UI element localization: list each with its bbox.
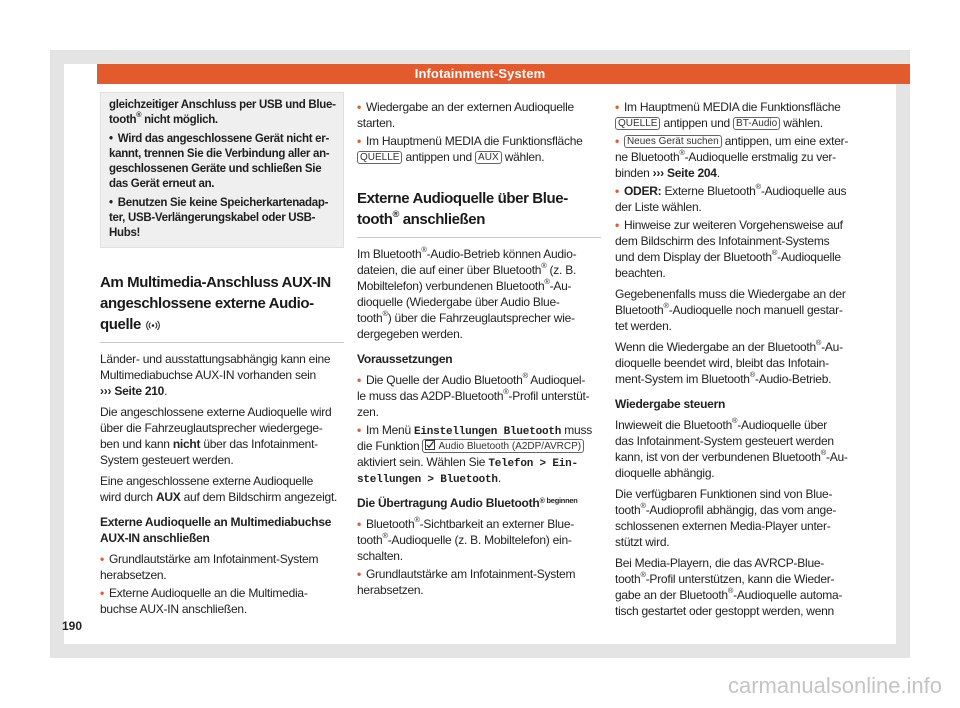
text-run: schlossenen externen Media-Player unter-: [615, 519, 831, 533]
section-heading: [357, 188, 601, 238]
text-run: Die angeschlossene externe Audioquelle wird: [100, 405, 332, 419]
text-line: [615, 534, 859, 550]
text-line: [100, 351, 344, 367]
text-run: Hubs!: [109, 227, 141, 239]
text-run: Wiedergabe an der externen Audioquelle: [365, 100, 574, 114]
text-line: [615, 339, 859, 355]
text-run: muss: [561, 423, 592, 437]
text-line: [357, 582, 601, 598]
text-run: angeschlossene externe Audio-: [100, 295, 314, 312]
list-item: [615, 183, 859, 215]
bold-text: AUX: [155, 490, 181, 504]
text-run: tooth®-Audioquelle (z. B. Mobiltelefon) ein-: [357, 531, 572, 547]
paragraph: [615, 486, 859, 550]
text-run: Grundlautstärke am Infotainment-System: [365, 567, 576, 581]
softkey-text: QUELLE: [360, 152, 400, 163]
text-run: dioquelle abhängig.: [615, 466, 715, 480]
text-line: [615, 417, 859, 433]
text-run: antippen und: [402, 150, 476, 164]
text-line: [357, 115, 601, 131]
registered-mark: ®: [679, 148, 685, 158]
text-run: Externe Audioquelle über Blue-: [357, 190, 568, 207]
bold-text: nicht: [172, 437, 201, 451]
text-line: [100, 272, 344, 293]
text-run: herabsetzen.: [100, 568, 167, 582]
text-run: beachten.: [615, 266, 666, 280]
subheading: [100, 514, 344, 546]
registered-mark: ®: [503, 387, 509, 397]
registered-mark: ®: [392, 209, 399, 220]
text-run: AUX-IN anschließen: [100, 531, 210, 545]
text-run: tooth® nicht möglich.: [109, 111, 218, 126]
text-line: [100, 530, 344, 546]
subheading: [357, 351, 601, 367]
text-line: [100, 514, 344, 530]
subheading: [615, 396, 859, 412]
text-line: [615, 486, 859, 502]
registered-mark: ®: [732, 416, 738, 426]
list-item: [357, 566, 601, 598]
text-run: System gesteuert werden.: [100, 453, 234, 467]
text-run: über die Fahrzeuglautsprecher wiedergege-: [100, 421, 323, 435]
text-run: über das Infotainment-: [200, 437, 318, 451]
page-number: 190: [62, 619, 83, 633]
text-run: dateien, die auf einer über Bluetooth® (z. B.: [357, 261, 577, 277]
text-line: [109, 98, 335, 113]
bold-text: ODER:: [623, 184, 662, 198]
text-run: dioquelle beendet wird, bleibt das Infotain-: [615, 356, 829, 370]
paragraph: [615, 555, 859, 619]
list-item: [357, 422, 601, 486]
text-run: Multimediabuchse AUX-IN vorhanden sein: [100, 368, 316, 382]
text-line: [615, 133, 859, 149]
text-run: tooth® anschließen: [357, 209, 486, 228]
text-run: Die Quelle der Audio Bluetooth® Audioquel-: [365, 371, 586, 387]
text-run: wird durch: [100, 490, 156, 504]
text-line: [615, 355, 859, 371]
text-line: [615, 149, 859, 165]
registered-mark: ®: [820, 448, 826, 458]
text-line: [109, 211, 335, 226]
text-line: [109, 196, 335, 211]
softkey-label: [422, 439, 584, 453]
text-line: [615, 555, 859, 571]
text-run: geschlossenen Geräte und schließen Sie: [109, 163, 322, 175]
softkey-text: Audio Bluetooth (A2DP/AVRCP): [438, 441, 582, 452]
list-item: [615, 217, 859, 281]
text-run: Wird das angeschlossene Gerät nicht er-: [117, 133, 329, 145]
menu-path: Einstellungen Bluetooth: [413, 426, 562, 438]
text-line: [357, 351, 601, 367]
bold-text: ››› Seite 210: [100, 384, 165, 398]
text-line: [100, 436, 344, 452]
text-line: [100, 601, 344, 617]
list-item: [100, 585, 344, 617]
paragraph: [100, 473, 344, 505]
text-line: [615, 217, 859, 233]
text-run: Im Hauptmenü MEDIA die Funktionsfläche: [623, 100, 841, 114]
text-line: [615, 587, 859, 603]
text-line: [357, 438, 601, 454]
text-line: [615, 302, 859, 318]
text-line: [357, 454, 601, 470]
text-run: tooth®-Profil unterstützen, kann die Wieder-: [615, 570, 835, 586]
text-run: buchse AUX-IN anschließen.: [100, 602, 247, 616]
list-item: [109, 132, 335, 192]
text-run: .: [497, 471, 501, 485]
text-run: Externe Bluetooth®-Audioquelle aus: [661, 182, 847, 198]
softkey-label: [733, 117, 780, 130]
text-line: [615, 318, 859, 334]
text-line: [615, 165, 859, 181]
text-line: [357, 516, 601, 532]
paragraph: [615, 339, 859, 387]
text-line: [357, 372, 601, 388]
superscript-text: ® beginnen: [539, 495, 578, 505]
text-line: [357, 495, 601, 511]
text-line: [109, 147, 335, 162]
text-run: dergegeben werden.: [357, 327, 463, 341]
softkey-text: AUX: [478, 152, 499, 163]
text-line: [615, 233, 859, 249]
text-column-middle: [357, 99, 601, 598]
text-line: [357, 133, 601, 149]
text-line: [357, 422, 601, 438]
softkey-text: BT-Audio: [736, 118, 778, 129]
text-run: auf dem Bildschirm angezeigt.: [180, 490, 338, 504]
paragraph: [100, 351, 344, 399]
text-run: wählen.: [780, 116, 823, 130]
checkbox-checked-icon: [425, 440, 435, 450]
text-line: [100, 314, 344, 335]
list-item: [615, 133, 859, 181]
text-run: Im Bluetooth®-Audio-Betrieb können Audio-: [357, 245, 577, 261]
text-line: [357, 149, 601, 165]
text-line: [357, 278, 601, 294]
text-line: [109, 226, 335, 241]
text-run: Bluetooth®-Audioquelle noch manuell gestar-: [615, 301, 843, 317]
text-line: [357, 566, 601, 582]
softkey-label: [357, 151, 402, 164]
text-run: Die verfügbaren Funktionen sind von Blue-: [615, 487, 833, 501]
text-run: Voraussetzungen: [357, 352, 453, 366]
text-run: aktiviert sein. Wählen Sie: [357, 455, 489, 469]
list-item: [357, 99, 601, 131]
text-line: [357, 310, 601, 326]
text-run: Im Menü: [365, 423, 414, 437]
registered-mark: ®: [382, 309, 388, 319]
registered-mark: ®: [421, 245, 427, 255]
text-run: wählen.: [501, 150, 545, 164]
subheading: [357, 495, 601, 511]
section-title: Infotainment-System: [414, 66, 546, 81]
text-run: quelle: [100, 316, 141, 333]
text-run: Externe Audioquelle an Multimediabuchse: [100, 515, 332, 529]
text-run: der Liste wählen.: [615, 200, 702, 214]
text-run: tooth®) über die Fahrzeuglautsprecher wie-: [357, 309, 575, 325]
text-run: .: [716, 166, 720, 180]
text-line: [615, 265, 859, 281]
note-box: [100, 92, 344, 248]
text-run: Inwieweit die Bluetooth®-Audioquelle über: [615, 416, 828, 432]
text-line: [100, 473, 344, 489]
text-run: Im Hauptmenü MEDIA die Funktionsfläche: [365, 134, 583, 148]
text-line: [615, 518, 859, 534]
text-run: tooth®-Audioprofil abhängig, das vom ange-: [615, 501, 837, 517]
text-line: [615, 286, 859, 302]
text-run: Länder- und ausstattungsabhängig kann eine: [100, 352, 331, 366]
text-run: ben und kann: [100, 437, 173, 451]
text-run: und dem Display der Bluetooth®-Audioquelle: [615, 248, 841, 264]
registered-mark: ®: [663, 301, 669, 311]
text-line: [615, 183, 859, 199]
registered-mark: ®: [727, 586, 734, 596]
list-item: [357, 372, 601, 420]
text-line: [100, 567, 344, 583]
softkey-label: [475, 151, 502, 164]
text-line: [100, 452, 344, 468]
text-run: antippen und: [660, 116, 734, 130]
text-run: Eine angeschlossene externe Audioquelle: [100, 474, 314, 488]
text-line: [100, 420, 344, 436]
text-run: ment-System im Bluetooth®-Audio-Betrieb.: [615, 370, 832, 386]
text-run: dem Bildschirm des Infotainment-Systems: [615, 234, 830, 248]
text-run: tisch gestartet oder gestoppt werden, wenn: [615, 604, 834, 618]
registered-mark: ®: [414, 515, 420, 525]
registered-mark: ®: [640, 501, 646, 511]
paragraph: [109, 98, 335, 128]
text-run: Wenn die Wiedergabe an der Bluetooth®-Au-: [615, 338, 843, 354]
list-item: [357, 133, 601, 165]
registered-mark: ®: [815, 338, 822, 348]
text-run: gleichzeitiger Anschluss per USB und Blue-: [109, 99, 336, 111]
text-line: [357, 532, 601, 548]
text-line: [615, 99, 859, 115]
text-line: [109, 162, 335, 177]
paragraph: [100, 404, 344, 468]
registered-mark: ®: [640, 570, 646, 580]
text-line: [357, 548, 601, 564]
text-run: Mobiltelefon) verbundenen Bluetooth®-Au-: [357, 277, 572, 293]
paragraph: [615, 417, 859, 481]
paragraph: [615, 286, 859, 334]
text-line: [615, 603, 859, 619]
text-line: [615, 249, 859, 265]
text-line: [615, 433, 859, 449]
text-run: schalten.: [357, 549, 403, 563]
text-line: [100, 585, 344, 601]
text-line: [615, 371, 859, 387]
text-line: [100, 383, 344, 399]
text-column-right: [615, 99, 859, 619]
registered-mark: ®: [544, 277, 550, 287]
softkey-label: [615, 117, 660, 130]
text-run: Die Übertragung Audio Bluetooth: [357, 496, 540, 510]
softkey-label: [624, 135, 722, 148]
text-line: [357, 188, 601, 209]
watermark: carmanualsonline.info: [728, 673, 943, 698]
text-run: tet werden.: [615, 319, 672, 333]
text-run: gabe an der Bluetooth®-Audioquelle automa-: [615, 586, 843, 602]
bold-text: ››› Seite 204: [652, 166, 717, 180]
text-line: [109, 177, 335, 192]
menu-path: stellungen > Bluetooth: [357, 474, 498, 486]
text-run: Am Multimedia-Anschluss AUX-IN: [100, 274, 331, 291]
text-run: ne Bluetooth®-Audioquelle erstmalig zu ver-: [615, 148, 836, 164]
registered-mark: ®: [382, 531, 388, 541]
text-run: Wiedergabe steuern: [615, 397, 726, 411]
registered-mark: ®: [522, 371, 528, 381]
text-run: kannt, trennen Sie die Verbindung aller an-: [109, 148, 330, 160]
menu-path: Telefon > Ein-: [488, 458, 578, 470]
text-run: binden: [615, 166, 653, 180]
text-line: [357, 209, 601, 230]
text-line: [357, 294, 601, 310]
text-run: stützt wird.: [615, 535, 670, 549]
text-run: Benutzen Sie keine Speicherkartenadap-: [117, 197, 329, 209]
paragraph: [357, 246, 601, 342]
text-column-left: [100, 92, 344, 617]
text-run: antippen, um eine exter-: [721, 134, 849, 148]
text-run: starten.: [357, 116, 396, 130]
text-line: [615, 396, 859, 412]
registered-mark: ®: [541, 261, 547, 271]
section-header-bar: [97, 64, 910, 84]
text-line: [100, 367, 344, 383]
softkey-text: Neues Gerät suchen: [626, 136, 719, 147]
text-line: [615, 465, 859, 481]
text-line: [357, 326, 601, 342]
text-run: herabsetzen.: [357, 583, 424, 597]
text-line: [100, 404, 344, 420]
text-run: Grundlautstärke am Infotainment-System: [108, 552, 319, 566]
text-line: [357, 470, 601, 486]
text-line: [100, 489, 344, 505]
text-line: [615, 115, 859, 131]
text-line: [100, 551, 344, 567]
text-line: [615, 449, 859, 465]
registered-mark: ®: [771, 248, 778, 258]
text-line: [357, 388, 601, 404]
list-item: [109, 196, 335, 241]
text-run: die Funktion: [357, 439, 423, 453]
text-line: [109, 113, 335, 128]
text-line: [357, 262, 601, 278]
text-line: [109, 132, 335, 147]
text-line: [615, 199, 859, 215]
text-run: Bei Media-Playern, die das AVRCP-Blue-: [615, 556, 825, 570]
text-line: [615, 571, 859, 587]
text-run: le muss das A2DP-Bluetooth®-Profil unterstüt-: [357, 387, 590, 403]
text-run: dioquelle (Wiedergabe über Audio Blue-: [357, 295, 560, 309]
registered-mark: ®: [749, 370, 755, 380]
text-run: ter, USB-Verlängerungskabel oder USB-: [109, 212, 316, 224]
text-run: zen.: [357, 405, 379, 419]
text-line: [357, 99, 601, 115]
text-line: [100, 293, 344, 314]
list-item: [100, 551, 344, 583]
text-run: Externe Audioquelle an die Multimedia-: [108, 586, 308, 600]
registered-mark: ®: [136, 111, 142, 120]
text-line: [357, 246, 601, 262]
text-run: .: [164, 384, 168, 398]
text-line: [615, 502, 859, 518]
list-item: [615, 99, 859, 131]
text-run: Bluetooth®-Sichtbarkeit an externer Blue-: [365, 515, 574, 531]
text-run: kann, ist von der verbundenen Bluetooth®-Au-: [615, 448, 848, 464]
softkey-text: QUELLE: [618, 118, 658, 129]
text-line: [357, 404, 601, 420]
text-run: das Gerät erneut an.: [109, 178, 215, 190]
registered-mark: ®: [755, 182, 761, 192]
audio-source-icon: [146, 320, 160, 331]
text-run: Hinweise zur weiteren Vorgehensweise auf: [623, 218, 843, 232]
text-run: Gegebenenfalls muss die Wiedergabe an der: [615, 287, 846, 301]
text-run: das Infotainment-System gesteuert werden: [615, 434, 834, 448]
section-heading: [100, 272, 344, 343]
list-item: [357, 516, 601, 564]
